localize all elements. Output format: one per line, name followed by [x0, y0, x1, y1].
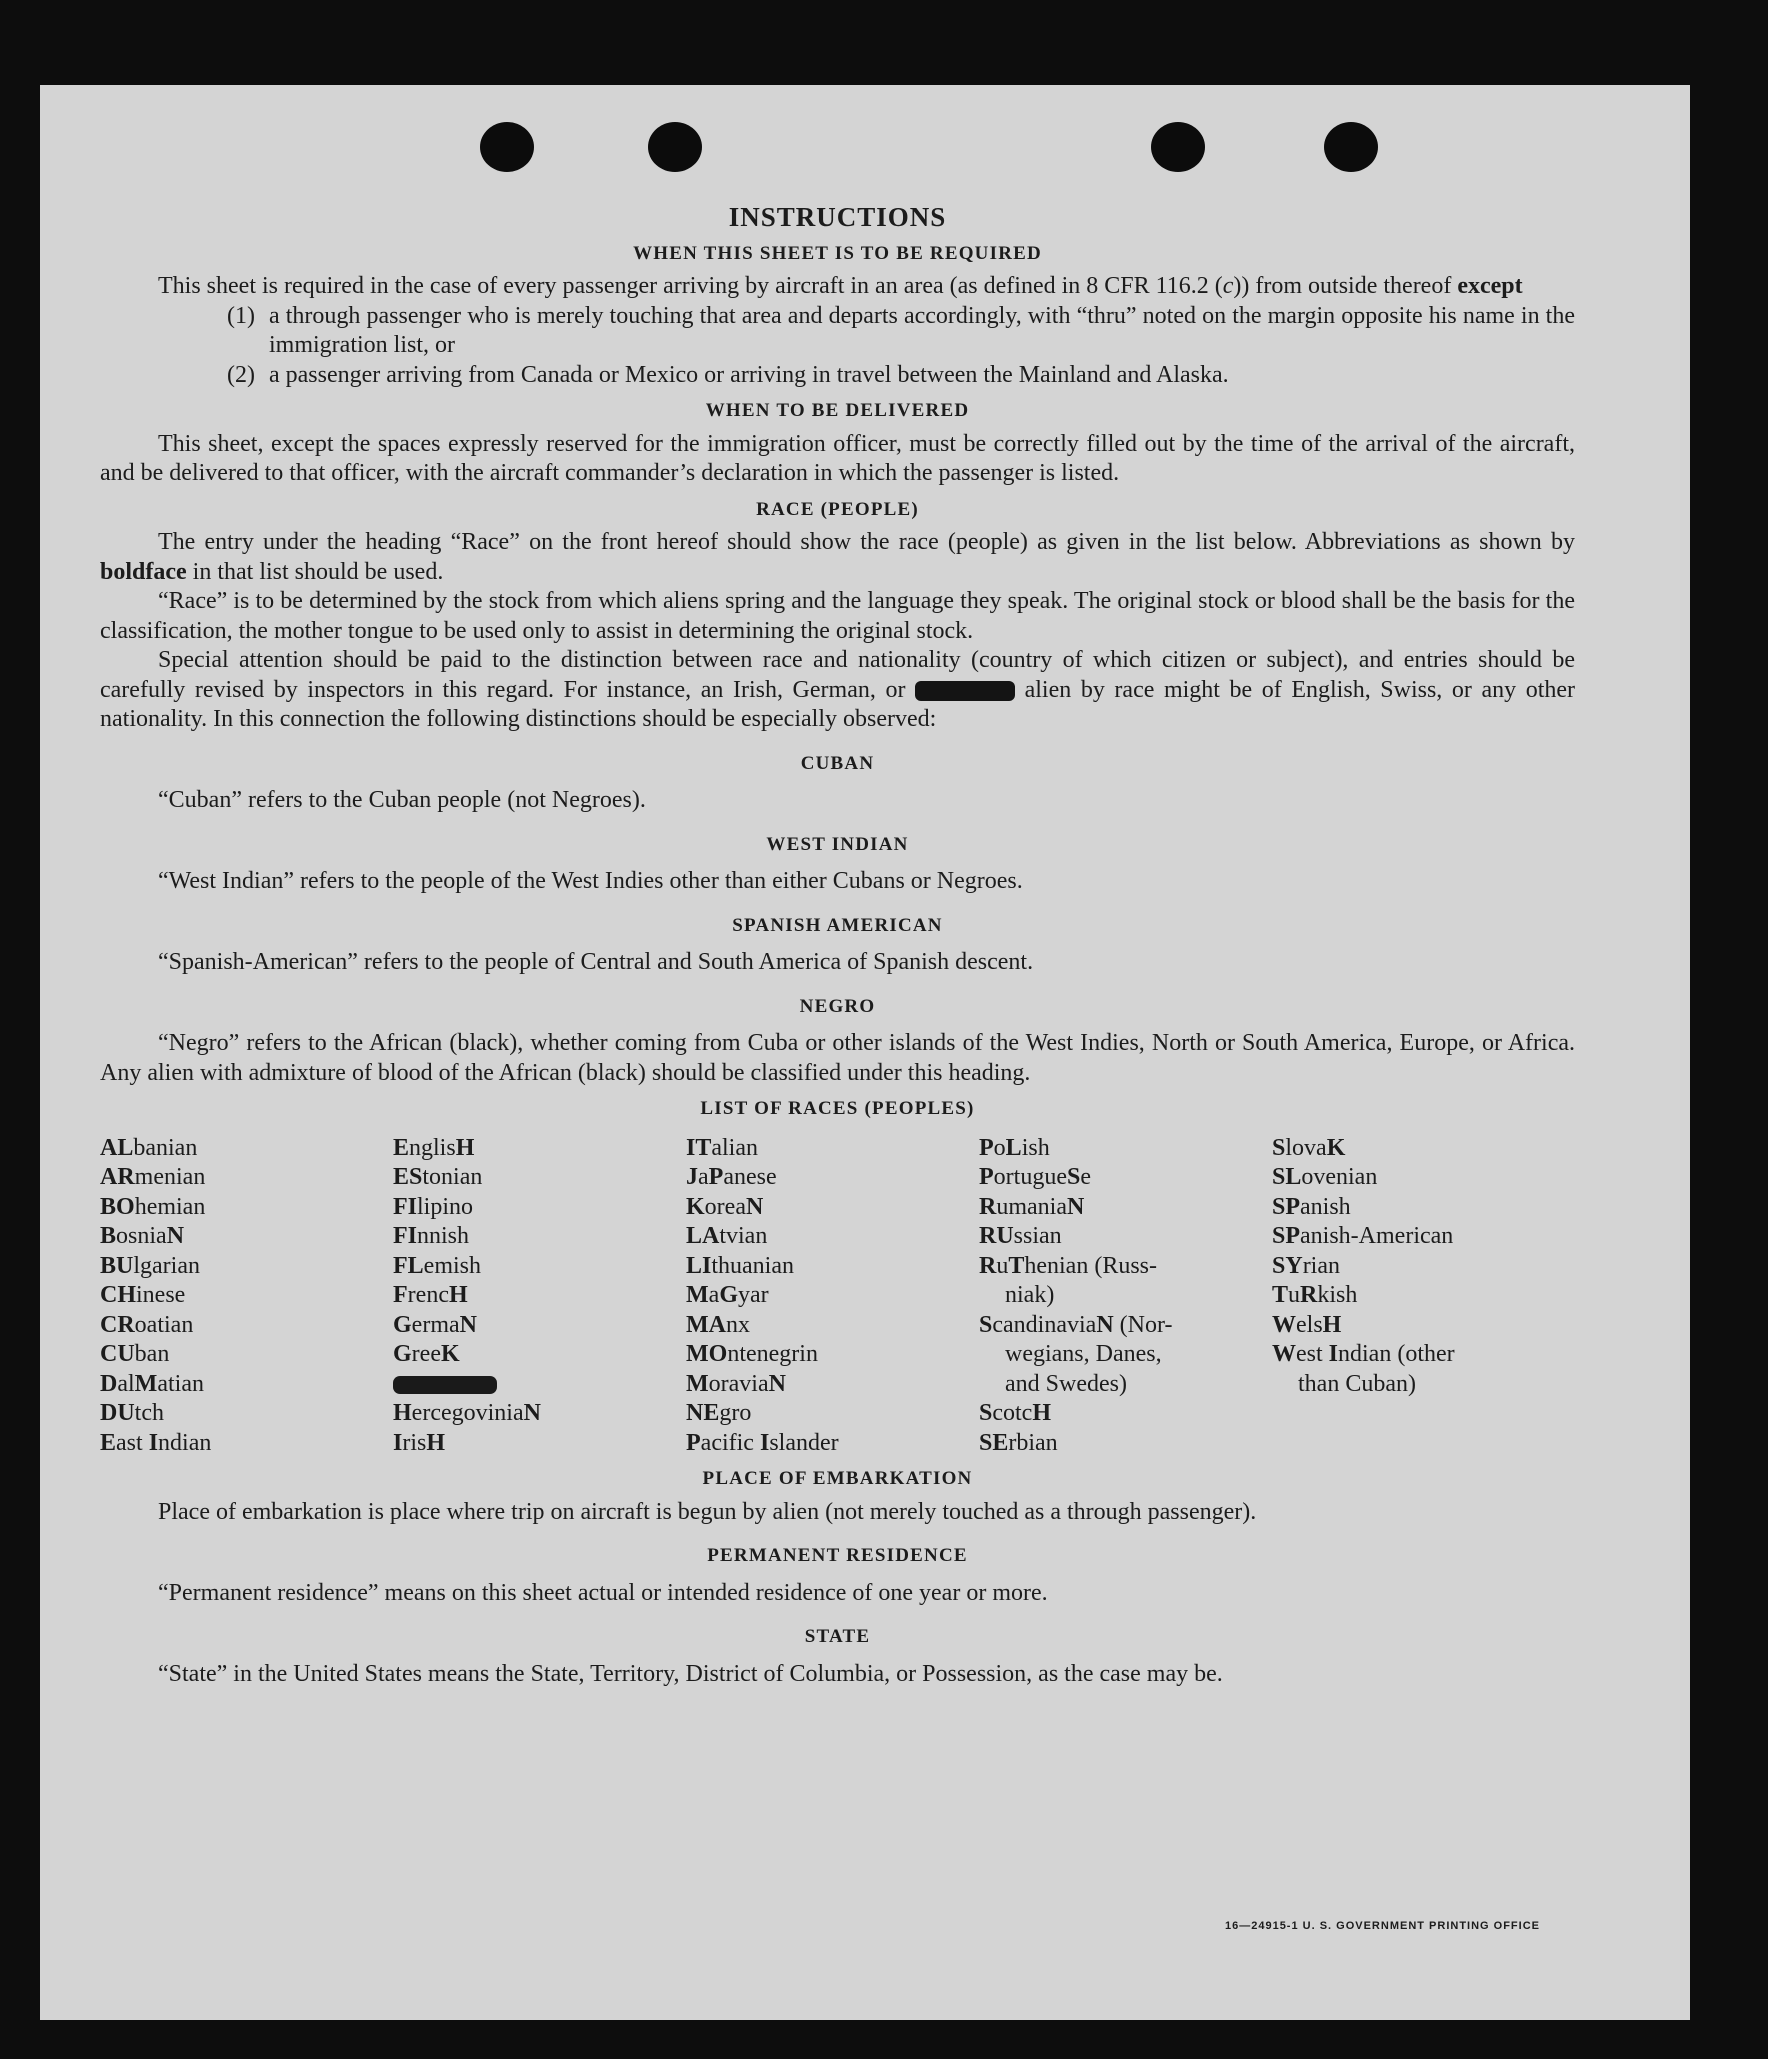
race-entry: CRoatian: [100, 1311, 194, 1338]
redaction-mark: [915, 681, 1015, 701]
race-entry: RuThenian (Russ-: [979, 1252, 1158, 1279]
race-entry: MOntenegrin: [686, 1341, 818, 1367]
race-entry: ITalian: [686, 1134, 758, 1161]
race-entry: FrencH: [393, 1282, 468, 1308]
race-entry: TuRkish: [1272, 1282, 1358, 1308]
race-entry: CHinese: [100, 1282, 186, 1308]
race-entry: [393, 1370, 686, 1400]
item-text: a through passenger who is merely touching that area and departs accordingly, with “thru” noted on the margin opposite his name in the immigration list, or: [269, 302, 1575, 358]
race-entry: FIlipino: [393, 1193, 474, 1220]
race-entry: PoLish: [979, 1134, 1050, 1161]
section-heading-delivered: WHEN TO BE DELIVERED: [705, 400, 970, 421]
race-entry: ARmenian: [100, 1164, 206, 1190]
race-entry: WelsH: [1272, 1311, 1342, 1338]
race-entry: EStonian: [393, 1164, 483, 1190]
race-entry: ALbanian: [100, 1134, 198, 1161]
race-entry: LIthuanian: [686, 1252, 794, 1279]
race-entry: NEgro: [686, 1400, 752, 1426]
text-span: The entry under the heading “Race” on the front hereof should show the race (people) as given in the list below. Abbreviations as shown by: [158, 529, 1575, 555]
item-number: (1): [227, 302, 255, 329]
race-entry: JaPanese: [686, 1164, 777, 1190]
section-heading-embarkation: PLACE OF EMBARKATION: [702, 1468, 973, 1489]
race-entry: FInnish: [393, 1223, 470, 1249]
race-entry: RumaniaN: [979, 1193, 1085, 1220]
race-entry: GreeK: [393, 1341, 460, 1367]
race-entry: than Cuban): [1298, 1370, 1416, 1397]
list-item: [100, 302, 1575, 361]
race-entry: BOhemian: [100, 1193, 206, 1220]
race-entry: ScotcH: [979, 1400, 1052, 1426]
races-column: [393, 1134, 686, 1459]
section-heading-negro: NEGRO: [799, 995, 876, 1017]
punch-hole: [1151, 122, 1205, 172]
west-indian-text: “West Indian” refers to the people of the West Indies other than either Cubans or Negroes.: [158, 868, 1023, 894]
race-entry: MoraviaN: [686, 1370, 786, 1397]
section-heading-residence: PERMANENT RESIDENCE: [707, 1545, 968, 1566]
text-span: )) from outside thereof: [1233, 273, 1458, 299]
race-entry: KoreaN: [686, 1193, 764, 1220]
section-heading-cuban: CUBAN: [800, 752, 875, 774]
race-entry: MAnx: [686, 1311, 750, 1338]
page-title: INSTRUCTIONS: [728, 202, 947, 232]
document-sheet: [40, 85, 1690, 2020]
race-entry: niak): [1005, 1282, 1055, 1308]
section-heading-required: WHEN THIS SHEET IS TO BE REQUIRED: [633, 242, 1042, 264]
race-entry: Pacific Islander: [686, 1429, 839, 1456]
race-entry: PortugueSe: [979, 1164, 1091, 1190]
embarkation-text: Place of embarkation is place where trip on aircraft is begun by alien (not merely touched as a through passenger).: [158, 1498, 1257, 1525]
race-entry: SLovenian: [1272, 1164, 1378, 1190]
section-heading-race: RACE (PEOPLE): [756, 498, 919, 520]
text-span: c: [1222, 273, 1234, 299]
text-span: This sheet is required in the case of every passenger arriving by aircraft in an area (as defined in 8 CFR 116.2 (: [158, 273, 1223, 299]
race-entry: wegians, Danes,: [1005, 1341, 1162, 1367]
print-code: 16—24915-1 U. S. GOVERNMENT PRINTING OFFICE: [1224, 1920, 1540, 1932]
race-entry: SlovaK: [1272, 1134, 1346, 1161]
race-entry: BUlgarian: [100, 1252, 200, 1279]
race-entry: RUssian: [979, 1223, 1062, 1249]
punch-hole: [1324, 122, 1378, 172]
race-entry: ScandinaviaN (Nor-: [979, 1311, 1173, 1338]
race-entry: GermaN: [393, 1311, 477, 1338]
item-text: a passenger arriving from Canada or Mexico or arriving in travel between the Mainland and Alaska.: [269, 361, 1229, 388]
text-span: alien by race might be of English, Swiss, or any other nationality. In this connection the following distinctions should be especially observed:: [100, 676, 1576, 732]
races-list: [100, 1134, 1575, 1459]
delivered-text: This sheet, except the spaces expressly reserved for the immigration officer, must be correctly filled out by the time of the arrival of the aircraft, and be delivered to that officer, with the aircraft commander’s declaration in which the passenger is listed.: [100, 430, 1575, 486]
race-paragraph-2: “Race” is to be determined by the stock from which aliens spring and the language they speak. The original stock or blood shall be the basis for the classification, the mother tongue to be used only to assist in determining the original stock.: [100, 588, 1575, 644]
section-heading-state: STATE: [804, 1626, 871, 1647]
race-entry: West Indian (other: [1272, 1341, 1455, 1367]
state-text: “State” in the United States means the State, Territory, District of Columbia, or Possession, as the case may be.: [158, 1660, 1223, 1687]
item-number: (2): [227, 361, 255, 388]
race-entry: LAtvian: [686, 1223, 768, 1249]
cuban-text: “Cuban” refers to the Cuban people (not Negroes).: [158, 787, 646, 813]
races-column: [686, 1134, 979, 1459]
race-entry: DUtch: [100, 1400, 164, 1426]
race-entry: and Swedes): [1005, 1370, 1127, 1397]
section-heading-west-indian: WEST INDIAN: [766, 833, 909, 855]
races-column: [100, 1134, 393, 1459]
race-entry: IrisH: [393, 1429, 446, 1456]
punch-hole: [648, 122, 702, 172]
text-span: boldface: [100, 558, 187, 585]
punch-hole: [480, 122, 534, 172]
race-entry: HercegoviniaN: [393, 1400, 541, 1426]
residence-text: “Permanent residence” means on this sheet actual or intended residence of one year or more.: [158, 1579, 1048, 1606]
instructions-content: [100, 203, 1575, 1689]
text-span: Special attention should be paid to the distinction between race and nationality (country of which citizen or subject), and entries should be carefully revised by inspectors in this regard. For instance, an Irish, German, or: [100, 647, 1575, 703]
text-span: except: [1457, 273, 1523, 299]
race-entry: SPanish: [1272, 1193, 1351, 1220]
spanish-american-text: “Spanish-American” refers to the people of Central and South America of Spanish descent.: [158, 949, 1034, 975]
redaction-mark: [393, 1376, 497, 1394]
race-entry: CUban: [100, 1341, 170, 1367]
list-item: [100, 361, 1575, 391]
race-entry: DalMatian: [100, 1370, 204, 1397]
race-entry: BosniaN: [100, 1223, 185, 1249]
race-entry: SPanish-American: [1272, 1223, 1454, 1249]
races-column: [1272, 1134, 1565, 1459]
race-entry: East Indian: [100, 1429, 212, 1456]
race-entry: SYrian: [1272, 1252, 1340, 1279]
required-intro: [100, 272, 1575, 302]
text-span: in that list should be used.: [186, 558, 444, 585]
race-paragraph-3: [100, 646, 1575, 735]
races-column: [979, 1134, 1272, 1459]
section-heading-list: LIST OF RACES (PEOPLES): [700, 1098, 975, 1119]
race-entry: EnglisH: [393, 1134, 475, 1161]
race-entry: MaGyar: [686, 1282, 769, 1308]
race-paragraph-1: [100, 528, 1575, 587]
negro-text: “Negro” refers to the African (black), whether coming from Cuba or other islands of the West Indies, North or South America, Europe, or Africa. Any alien with admixture of blood of the African (black) should be classified under this heading.: [100, 1030, 1575, 1086]
race-entry: FLemish: [393, 1252, 481, 1279]
section-heading-spanish-american: SPANISH AMERICAN: [732, 914, 943, 936]
race-entry: SErbian: [979, 1429, 1058, 1456]
